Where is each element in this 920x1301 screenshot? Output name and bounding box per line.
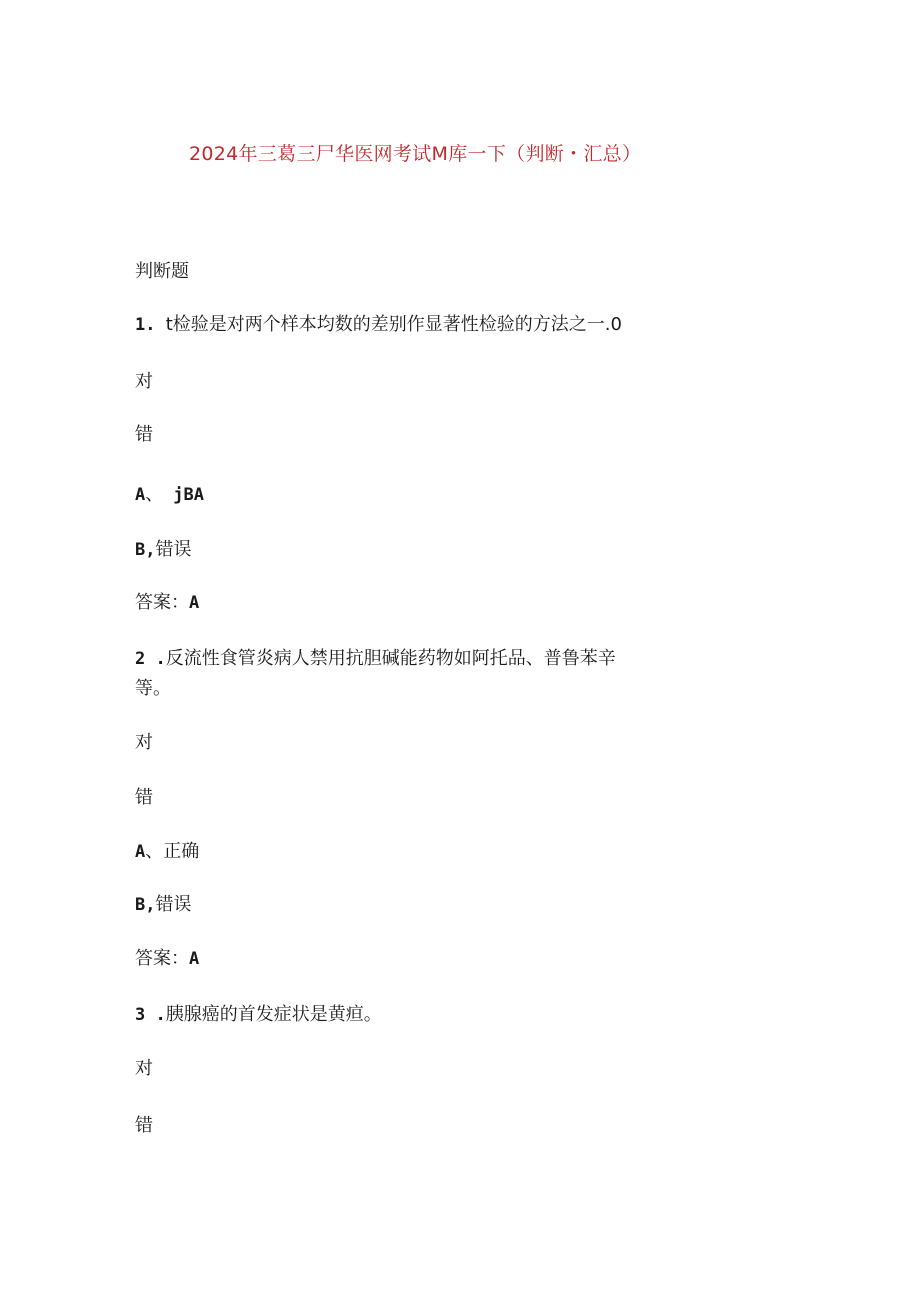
question-1-choice-b [135,536,192,564]
question-1-option-true: 对 [135,371,153,392]
choice-a-sep: 、 [145,841,164,862]
question-2-answer [135,945,199,973]
choice-a-text: 正确 [163,841,200,862]
question-2-choice-a [135,838,199,866]
answer-label: 答案： [135,592,189,613]
answer-value: A [189,949,200,969]
question-2-option-false: 错 [135,787,153,808]
question-1-number: 1 [135,315,146,335]
choice-b-text: 错误 [155,539,192,560]
question-1-text: t检验是对两个样本均数的差别作显著性检验的方法之一.0 [165,314,622,335]
question-3-sep: . [145,1005,166,1025]
answer-label: 答案： [135,948,189,969]
document-title: 2024年三葛三尸华医网考试M库一下（判断・汇总） [189,143,642,165]
question-2-text: 反流性食管炎病人禁用抗胆碱能药物如阿托品、普鲁苯辛等。 [135,648,616,699]
choice-a-sep: 、 [145,484,164,505]
choice-b-label: B [135,895,146,915]
question-1-sep: . [145,315,166,335]
question-2 [135,644,635,703]
question-1-choice-a [135,481,204,509]
question-3-number: 3 [135,1005,146,1025]
question-1 [135,311,622,339]
question-2-number: 2 [135,649,146,669]
answer-value: A [189,593,200,613]
section-heading: 判断题 [135,261,189,282]
question-3-option-true: 对 [135,1058,153,1079]
question-1-answer [135,589,199,617]
choice-b-label: B [135,540,146,560]
choice-a-text: jBA [173,485,204,505]
choice-b-text: 错误 [155,894,192,915]
choice-b-sep: , [145,540,156,560]
choice-b-sep: , [145,895,156,915]
question-2-option-true: 对 [135,732,153,753]
question-3-option-false: 错 [135,1115,153,1136]
question-3-text: 胰腺癌的首发症状是黄疸。 [165,1004,382,1025]
choice-a-label: A [135,485,146,505]
question-3 [135,1001,382,1029]
choice-a-label: A [135,842,146,862]
question-2-sep: . [145,649,166,669]
question-1-option-false: 错 [135,424,153,445]
question-2-choice-b [135,891,192,919]
